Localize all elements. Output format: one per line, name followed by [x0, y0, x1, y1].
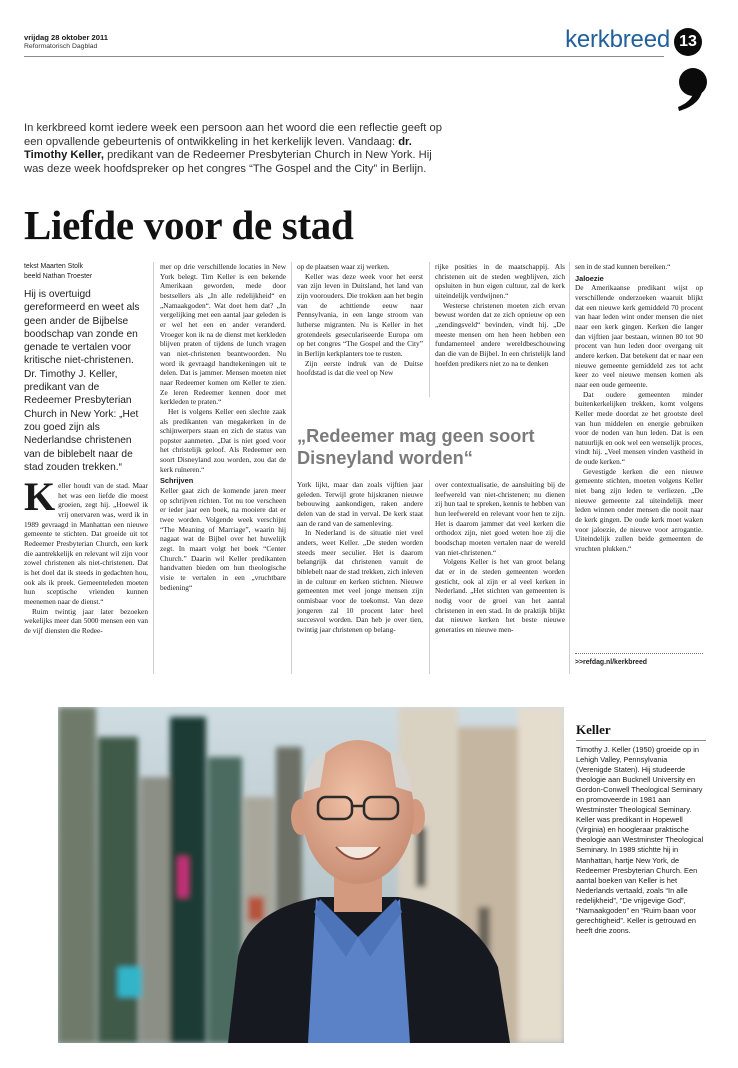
article-column-2	[160, 262, 286, 592]
intro-before: In kerkbreed komt iedere week een persoon aan het woord die een reflectie geeft op een opvallende gebeurtenis of ontwikkeling in het kerkelijk leven. Vandaag:	[24, 122, 442, 148]
header-rule	[24, 56, 664, 57]
col3-paragraph-4: York lijkt, maar dan zoals vijftien jaar geleden. Terwijl grote hijskranen nieuwe bebouwing aankondigen, raken andere delen van de stad in verval. De kerk staat aan de rand van de samenleving.	[297, 480, 423, 528]
col3-paragraph-3: Zijn eerste indruk van de Duitse hoofdstad is dat die veel op New	[297, 358, 423, 378]
article-column-4-top	[435, 262, 565, 368]
column-divider	[153, 262, 154, 674]
col4-paragraph-4: Volgens Keller is het van groot belang dat er in de steden gemeenten worden gesticht, ook al zijn er al veel kerken in Nederland. „Het stichten van gemeenten is nodig voor de groei van het aantal christenen in een stad. In de praktijk blijkt dat nieuwe kerken het beste nieuwe generaties en nieuwe men-	[435, 557, 565, 634]
column-divider	[291, 262, 292, 674]
column-divider	[569, 262, 570, 674]
bio-title: Keller	[576, 722, 611, 737]
web-link[interactable]: >>refdag.nl/kerkbreed	[575, 659, 648, 666]
col5-paragraph-1: sen in de stad kunnen bereiken.“	[575, 262, 671, 271]
col1-paragraph-2: Ruim twintig jaar later bezoeken wekelijks meer dan 5000 mensen een van de vijf diensten die Redee-	[24, 606, 148, 635]
drop-cap: K	[24, 474, 56, 519]
intro-after: predikant van de Redeemer Presbyterian Church in New York. Hij was deze week hoofdspreker op het congres “The Gospel and the City” in Berlijn.	[24, 149, 432, 175]
col3-paragraph-2: Keller was deze week voor het eerst van zijn leven in Duitsland, het land van zijn voorouders. Die trokken aan het begin van de achttiende eeuw naar Pennsylvania, in een lange stroom van lutherse migranten. Nu is Keller in het grotendeels geseculariseerde Europa om op het congres “The Gospel and the City” in Berlijn kerkplanters toe te rusten.	[297, 271, 423, 358]
byline	[24, 262, 144, 282]
col3-paragraph-5: In Nederland is de situatie niet veel anders, weet Keller. „De steden worden steeds meer seculier. Het is daarom belangrijk dat christenen vanuit de biblebelt naar de stad trekken, zich inleven in de cultuur en kerken stichten. Nieuwe gemeenten met veel jonge mensen zijn onmisbaar voor de toekomst. Van deze jongeren zal 10 procent later heel succesvol worden. Dan heb je over tien, twintig jaar christenen op belang-	[297, 528, 423, 634]
column-divider	[429, 262, 430, 397]
col2-paragraph-3: Keller gaat zich de komende jaren meer op schrijven richten. Tot nu toe verscheen er ieder jaar een boek, na mooiere dat er twee worden. Volgende week verschijnt “The Meaning of Marriage”, waarin hij nagaat wat de Bijbel over het huwelijk zegt. In maart volgt het boek “Center Church.” Daarin wil Keller predikanten handvatten bieden om hun theologische visie te vertalen in een „vruchtbare bediening“	[160, 486, 286, 592]
newspaper-name: Reformatorisch Dagblad	[24, 43, 98, 50]
byline-author: tekst Maarten Stolk	[24, 263, 83, 270]
subheading-schrijven: Schrijven	[160, 476, 194, 486]
col2-paragraph-1: mer op drie verschillende locaties in New York belegt. Tim Keller is een bekende Amerikaan geworden, mede door bestsellers als „In alle redelijkheid“ en „Namaakgoden“. Wat doet hem dat? „In vergelijking met een aantal jaar geleden is er wel het een en ander veranderd. Vroeger kon ik na de dienst met kerkleden blijven praten of tijdens de lunch vragen van niet-christenen beantwoorden. Nu word ik gevraagd handtekeningen uit te delen. Dat is jammer. Mensen moeten niet naar Redeemer komen om Keller te zien. Ze leren Redeemer kennen door met kerkleden te praten.“	[160, 262, 286, 407]
col5-paragraph-2: De Amerikaanse predikant wijst op verschillende onderzoeken waaruit blijkt dat een nieuwe kerk gemiddeld 70 procent van haar leden wint onder mensen die niet naar een kerk gingen. Kerken die langer dan vijftien jaar bestaan, winnen 80 tot 90 procent van hun leden door overgang uit andere kerken. Dat betekent dat er naar een nieuwe gemeente gemiddeld zes tot acht keer zo veel nieuwe mensen komen als naar een oude gemeente.	[575, 283, 703, 389]
page-number: 13	[674, 28, 702, 56]
intro-text	[24, 122, 444, 176]
byline-photographer: beeld Nathan Troester	[24, 273, 93, 280]
publication-date: vrijdag 28 oktober 2011	[24, 33, 108, 42]
portrait-illustration	[58, 707, 564, 1043]
article-column-1	[24, 474, 148, 636]
section-title: kerkbreed	[565, 26, 670, 53]
article-column-3-top	[297, 262, 423, 378]
headline: Liefde voor de stad	[24, 202, 354, 248]
col4-paragraph-3: over contextualisatie, de aansluiting bij de leefwereld van niet-christenen; nu dienen zij hun taal te spreken, kennis te hebben van hun leefwereld en relevant voor hen te zijn. Het is daarom jammer dat veel kerken die orthodox zijn, niet goed weten hoe zij die boodschap moeten vertalen naar de wereld van niet-christenen.“	[435, 480, 565, 557]
pull-quote: „Redeemer mag geen soort Disneyland worden“	[297, 426, 535, 468]
col5-paragraph-4: Gevestigde kerken die een nieuwe gemeente stichten, moeten volgens Keller niet bang zijn leden te verliezen. „De nieuwe gemeente zal uiteindelijk meer leden winnen onder mensen die nooit naar de kerk gingen. De oude kerk moet waken voor jaloezie, de nieuwe voor arrogantie. Uiteindelijk zullen beide gemeenten de vruchten plukken.“	[575, 466, 703, 554]
article-column-4-bottom	[435, 480, 565, 635]
bio-rule	[576, 740, 706, 741]
link-divider	[575, 653, 703, 654]
col3-paragraph-1: op de plaatsen waar zij werken.	[297, 262, 390, 271]
article-column-5	[575, 262, 703, 554]
bio-text: Timothy J. Keller (1950) groeide op in Lehigh Valley, Pennsylvania (Verenigde Staten). Hij studeerde theologie aan Bucknell University en Gordon-Conwell Theological Seminary en promoveerde in 1981 aan Westminster Theological Seminary. Keller was predikant in Hopewell (Virginia) en hoogleraar praktische theologie aan Westminster Theological Seminary. In 1989 stichtte hij in Manhattan, hartje New York, de Redeemer Presbyterian Church. Een aantal boeken van Keller is het Nederlands vertaald, zoals “In alle redelijkheid”, “De vrijgevige God”, “Namaakgoden” en “Ruim baan voor gerechtigheid”. Keller is getrouwd en heeft drie zoons.	[576, 745, 704, 935]
portrait-photo	[58, 707, 564, 1043]
column-divider	[429, 480, 430, 674]
article-column-3-bottom	[297, 480, 423, 635]
col2-paragraph-2: Het is volgens Keller een slechte zaak als predikanten van megakerken in de schijnwerpers staan en zich de status van popster aanmeten. „Dat is niet goed voor het christelijk geloof. Als Redeemer een soort Disneyland zou worden, zou dat de kerk ruïneren.“	[160, 406, 286, 474]
col1-paragraph-1: eller houdt van de stad. Maar het was een liefde die moest groeien, zegt hij. „Hoewel ik vrij onervaren was, werd ik in 1989 gevraagd in Manhattan een nieuwe gemeente te stichten. Dat groeide uit tot Redeemer Presbyterian Church, een kerk die aantrekkelijk en relevant wil zijn voor zowel christenen als niet-christenen. Dat is het doel dat ik steeds in gedachten hou, ook als ik preek. Gemeenteleden moeten hun sceptische vrienden kunnen meenemen naar de dienst.“	[24, 481, 148, 606]
lead-paragraph: Hij is overtuigd gereformeerd en weet als geen ander de Bijbelse boodschap van zonde en genade te vertalen voor kritische niet-christenen. Dr. Timothy J. Keller, predikant van de Redeemer Presbyterian Church in New York: „Het zou goed zijn als Nederlandse christenen van de biblebelt naar de stad zouden trekken.“	[24, 289, 140, 473]
col4-paragraph-1: rijke posities in de maatschappij. Als christenen uit de steden wegblijven, zich opsluiten in hun eigen cultuur, zal de kerk uiteindelijk verdwijnen.“	[435, 262, 565, 300]
subheading-jaloezie: Jaloezie	[575, 273, 604, 283]
col4-paragraph-2: Westerse christenen moeten zich ervan bewust worden dat ze zich opnieuw op een „zendingsveld“ bevinden, vindt hij. „De meeste mensen om hen heen hebben een fundamenteel andere wereldbeschouwing dan die van de Bijbel. In een christelijk land hoefden predikers niet zo na te denken	[435, 300, 565, 368]
col5-paragraph-3: Dat oudere gemeenten minder buitenkerkelijken trekken, komt volgens Keller mede doordat ze het grootste deel van hun middelen en energie gebruiken voor de noden van hun leden. Dat is een natuurlijk en ook wel een wenselijk proces, vindt hij. „Veel mensen vinden vastheid in de oude kerken.“	[575, 389, 703, 467]
intro-name: dr. Timothy Keller,	[24, 135, 412, 162]
